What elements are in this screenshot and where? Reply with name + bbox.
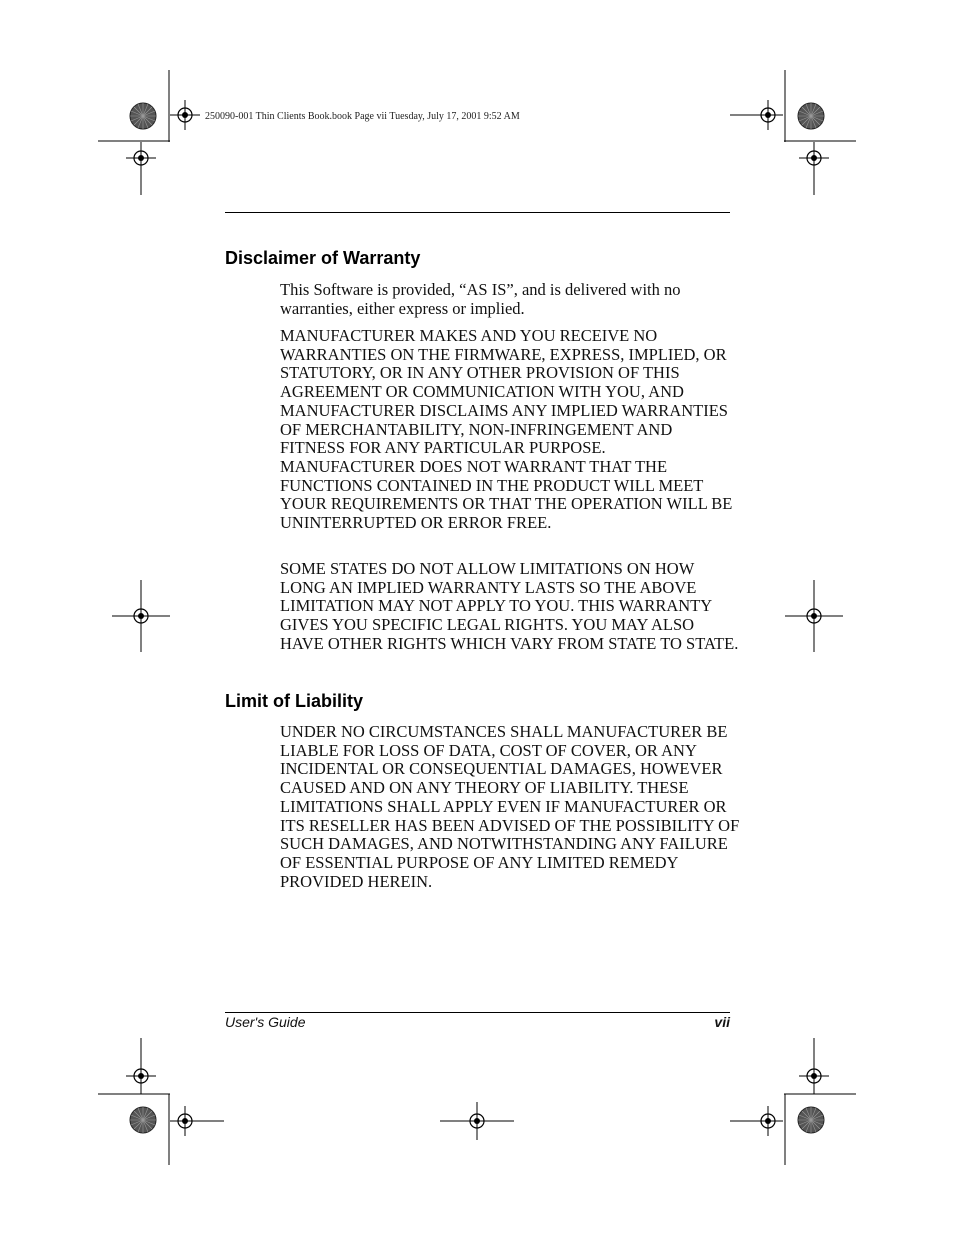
paragraph: This Software is provided, “AS IS”, and is delivered with no warranties, either express or implied. [280, 280, 681, 318]
print-slug: 250090-001 Thin Clients Book.book Page vii Tuesday, July 17, 2001 9:52 AM [205, 111, 520, 122]
section-heading-liability: Limit of Liability [225, 691, 363, 711]
starburst-target-icon [130, 1107, 156, 1133]
starburst-target-icon [130, 103, 156, 129]
registration-mark-icon [170, 100, 200, 130]
starburst-target-icon [798, 1107, 824, 1133]
section-heading-disclaimer: Disclaimer of Warranty [225, 248, 421, 268]
paragraph: SOME STATES DO NOT ALLOW LIMITATIONS ON HOW LONG AN IMPLIED WARRANTY LASTS SO THE ABOVE LIMITATION MAY NOT APPLY TO YOU. THIS WARRANTY GIVES YOU SPECIFIC LEGAL RIGHTS. YOU MAY ALSO HAVE OTHER RIGHTS WHICH VARY FROM STATE TO STATE. [280, 559, 739, 653]
footer-title: User's Guide [225, 1014, 306, 1030]
header-rule [225, 212, 730, 213]
paragraph: MANUFACTURER MAKES AND YOU RECEIVE NO WARRANTIES ON THE FIRMWARE, EXPRESS, IMPLIED, OR STATUTORY, OR IN ANY OTHER PROVISION OF THIS AGREEMENT OR COMMUNICATION WITH YOU, AND MANUFACTURER DISCLAIMS ANY IMPLIED WARRANTIES OF MERCHANTABILITY, NON-INFRINGEMENT AND FITNESS FOR ANY PARTICULAR PURPOSE. MANUFACTURER DOES NOT WARRANT THAT THE FUNCTIONS CONTAINED IN THE PRODUCT WILL MEET YOUR REQUIREMENTS OR THAT THE OPERATION WILL BE UNINTERRUPTED OR ERROR FREE. [280, 326, 733, 533]
page-number: vii [714, 1014, 730, 1030]
paragraph: UNDER NO CIRCUMSTANCES SHALL MANUFACTURER BE LIABLE FOR LOSS OF DATA, COST OF COVER, OR ANY INCIDENTAL OR CONSEQUENTIAL DAMAGES, HOWEVER CAUSED AND ON ANY THEORY OF LIABILITY. THESE LIMITATIONS SHALL APPLY EVEN IF MANUFACTURER OR ITS RESELLER HAS BEEN ADVISED OF THE POSSIBILITY OF SUCH DAMAGES, AND NOTWITHSTANDING ANY FAILURE OF ESSENTIAL PURPOSE OF ANY LIMITED REMEDY PROVIDED HEREIN. [280, 722, 740, 891]
starburst-target-icon [798, 103, 824, 129]
footer-rule [225, 1012, 730, 1013]
